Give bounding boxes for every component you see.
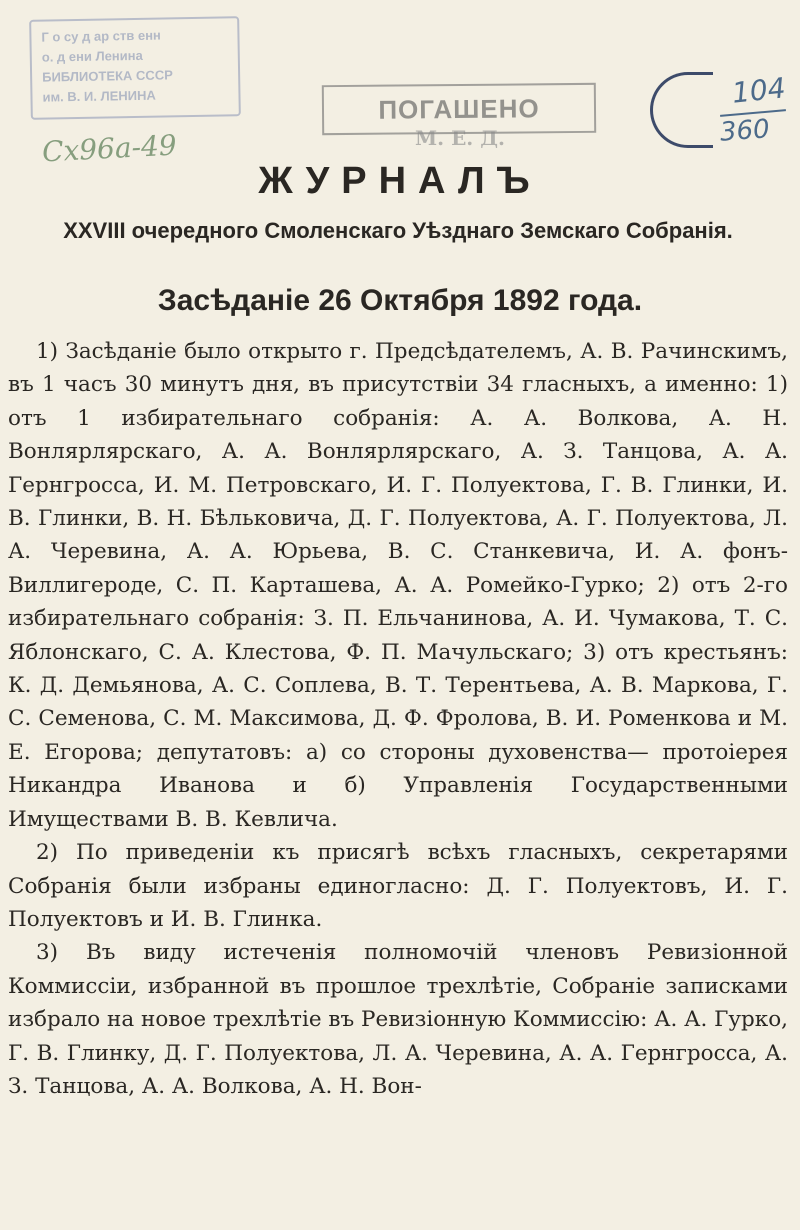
session-heading: Засѣданіе 26 Октября 1892 года. [157, 284, 643, 317]
pencil-number-top: 104 [730, 71, 788, 110]
pencil-number-bottom: 360 [719, 114, 771, 148]
pencil-mark [650, 62, 790, 152]
paragraph: 3) Въ виду истеченія полномочій членовъ Ревизіонной Коммиссіи, избранной въ прошлое трехлѣтіе, Собраніе записками избрало на новое трехлѣтіе въ Ревизіонную Коммиссію: А. А. Гурко, Г. В. Глинку, Д. Г. Полуектова, Л. А. Черевина, А. А. Гернгросса, А. З. Танцова, А. А. Волкова, А. Н. Вон- [8, 940, 788, 1099]
paragraph: 2) По приведеніи къ присягѣ всѣхъ гласныхъ, секретарями Собранія были избраны единогласно: Д. Г. Полуектовъ, И. Г. Полуектовъ и И. В. Глинка. [8, 840, 788, 932]
library-stamp-line: о. д ени Ленина [41, 47, 143, 65]
document-body [8, 335, 788, 1103]
canceled-stamp: ПОГАШЕНО [322, 83, 596, 135]
document-title: ЖУРНАЛЪ [258, 160, 542, 202]
library-stamp-line: БИБЛИОТЕКА СССР [42, 67, 173, 85]
document-subtitle: XXVIII очередного Смоленскаго Уѣзднаго Земскаго Собранія. [63, 218, 733, 243]
paragraph: 1) Засѣданіе было открыто г. Предсѣдателемъ, А. В. Рачинскимъ, въ 1 часъ 30 минутъ дня, въ присутствіи 34 гласныхъ, а именно: 1) отъ 1 избирательнаго собранія: А. А. Волкова, А. Н. Вонлярлярскаго, А. А. Вонлярлярскаго, А. З. Танцова, А. А. Гернгросса, И. М. Петровскаго, И. Г. Полуектова, Г. В. Глинки, И. В. Глинки, В. Н. Бѣльковича, Д. Г. Полуектова, А. Г. Полуектова, Л. А. Черевина, А. А. Юрьева, В. С. Станкевича, И. А. фонъ-Виллигероде, С. П. Карташева, А. А. Ромейко-Гурко; 2) отъ 2-го избирательнаго собранія: З. П. Ельчанинова, А. И. Чумакова, Т. С. Яблонскаго, С. А. Клестова, Ф. П. Мачульскаго; 3) отъ крестьянъ: К. Д. Демьянова, А. С. Соплева, В. Т. Терентьева, А. В. Маркова, Г. С. Семенова, С. М. Максимова, Д. Ф. Фролова, В. И. Роменкова и М. Е. Егорова; депутатовъ: а) со стороны духовенства— протоіерея Никандра Иванова и б) Управленія Государственными Имуществами В. В. Кевлича. [8, 339, 788, 832]
library-stamp-line: им. В. И. ЛЕНИНА [42, 87, 156, 105]
inventory-number: Сх96а-49 [41, 128, 178, 169]
library-stamp-line: Г о су д ар ств енн [41, 27, 161, 45]
canceled-stamp-sub: М. Е. Д. [415, 126, 505, 150]
pencil-curve [650, 72, 713, 148]
library-stamp [29, 16, 241, 120]
